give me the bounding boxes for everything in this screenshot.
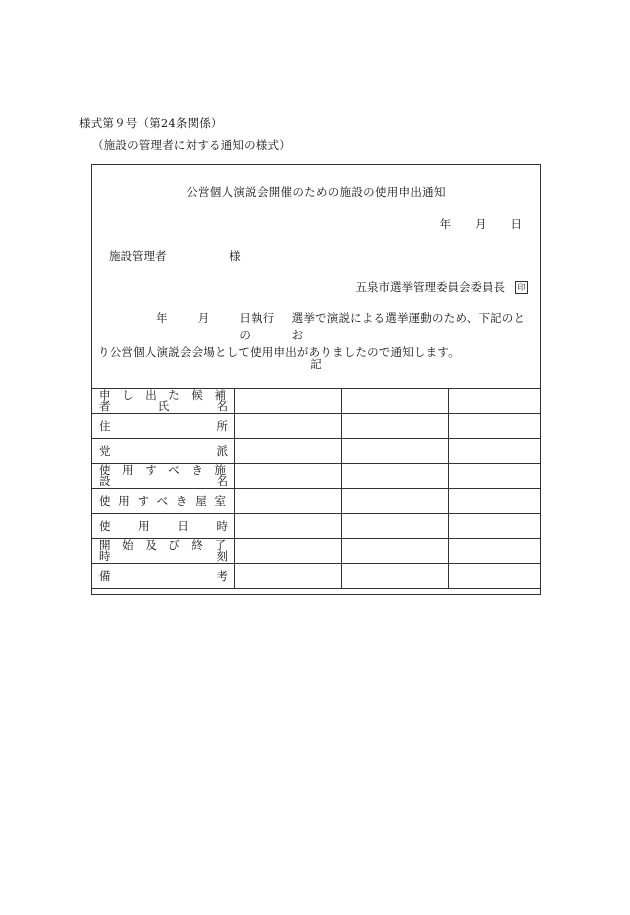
label-line — [99, 476, 228, 488]
label-char: 刻 — [216, 549, 228, 563]
table-cell[interactable] — [235, 414, 342, 439]
table-cell[interactable] — [449, 389, 541, 414]
label-char: 派 — [216, 444, 228, 458]
addressee-honorific: 様 — [229, 249, 241, 263]
label-line: 使用すべき屋室 — [99, 494, 228, 508]
label-char: 時 — [99, 549, 111, 563]
label-char: 名 — [216, 474, 228, 488]
table-cell[interactable] — [449, 514, 541, 539]
notice-title: 公営個人演説会開催のための施設の使用申出通知 — [186, 185, 446, 199]
body-line-2: り公営個人演説会会場として使用申出がありましたので通知します。 — [98, 345, 460, 359]
sender-name: 五泉市選挙管理委員会委員長 — [355, 280, 505, 294]
row-label-datetime — [92, 514, 235, 539]
notice-date — [440, 216, 523, 232]
label-line — [99, 401, 228, 413]
details-table — [91, 388, 541, 589]
table-cell[interactable] — [235, 439, 342, 464]
table-cell[interactable] — [449, 489, 541, 514]
table-cell[interactable] — [235, 539, 342, 564]
date-day: 日 — [510, 217, 522, 231]
date-year: 年 — [439, 217, 451, 231]
table-cell[interactable] — [235, 389, 342, 414]
table-row — [92, 539, 541, 564]
label-line: 使用すべき施 — [99, 462, 228, 477]
table-cell[interactable] — [342, 389, 449, 414]
row-label-facility — [92, 464, 235, 489]
label-char: 所 — [216, 419, 228, 433]
table-row — [92, 464, 541, 489]
addressee-label: 施設管理者 — [109, 249, 167, 263]
form-number: 様式第９号（第24条関係） — [79, 116, 223, 130]
table-cell[interactable] — [449, 539, 541, 564]
row-label-candidate — [92, 389, 235, 414]
table-row — [92, 514, 541, 539]
table-cell[interactable] — [342, 539, 449, 564]
table-cell[interactable] — [342, 414, 449, 439]
table-cell[interactable] — [449, 439, 541, 464]
date-month: 月 — [475, 217, 487, 231]
label-char: 設 — [99, 474, 111, 488]
table-row — [92, 564, 541, 589]
label-char: 住 — [99, 419, 111, 433]
seal-mark: 印 — [515, 281, 528, 294]
body-line-1 — [98, 310, 534, 344]
row-label-remarks — [92, 564, 235, 589]
table-cell[interactable] — [449, 564, 541, 589]
body-year: 年 — [156, 311, 168, 325]
body-executed: 日執行の — [239, 311, 275, 342]
row-label-room — [92, 489, 235, 514]
ki-heading: 記 — [310, 357, 322, 371]
table-cell[interactable] — [235, 514, 342, 539]
label-char: 備 — [99, 569, 111, 583]
table-row — [92, 489, 541, 514]
table-cell[interactable] — [342, 464, 449, 489]
row-label-times — [92, 539, 235, 564]
sender — [356, 279, 529, 295]
form-subtitle: （施設の管理者に対する通知の様式） — [92, 138, 291, 152]
row-label-party — [92, 439, 235, 464]
label-char: 日 — [177, 519, 189, 533]
label-char: 名 — [216, 399, 228, 413]
body-continuation: 選挙で演説による選挙運動のため、下記のとお — [291, 311, 526, 342]
label-char: 用 — [138, 519, 150, 533]
label-char: 使 — [99, 519, 111, 533]
table-row — [92, 439, 541, 464]
label-line: 開始及び終了 — [99, 537, 228, 552]
table-row — [92, 414, 541, 439]
table-cell[interactable] — [449, 464, 541, 489]
table-cell[interactable] — [235, 489, 342, 514]
table-cell[interactable] — [449, 414, 541, 439]
label-char: 時 — [216, 519, 228, 533]
table-cell[interactable] — [235, 564, 342, 589]
label-char: 考 — [216, 569, 228, 583]
row-label-address — [92, 414, 235, 439]
label-char: 者 — [99, 399, 111, 413]
table-cell[interactable] — [342, 489, 449, 514]
table-cell[interactable] — [342, 564, 449, 589]
label-line — [99, 551, 228, 563]
label-char: 氏 — [157, 399, 170, 413]
addressee — [109, 248, 241, 264]
label-char: 党 — [99, 444, 111, 458]
table-row — [92, 389, 541, 414]
notice-frame — [91, 164, 541, 595]
table-cell[interactable] — [235, 464, 342, 489]
notice-body — [98, 310, 534, 361]
label-line: 申し出た候補 — [99, 387, 228, 402]
body-month: 月 — [197, 311, 210, 325]
table-cell[interactable] — [342, 514, 449, 539]
table-cell[interactable] — [342, 439, 449, 464]
